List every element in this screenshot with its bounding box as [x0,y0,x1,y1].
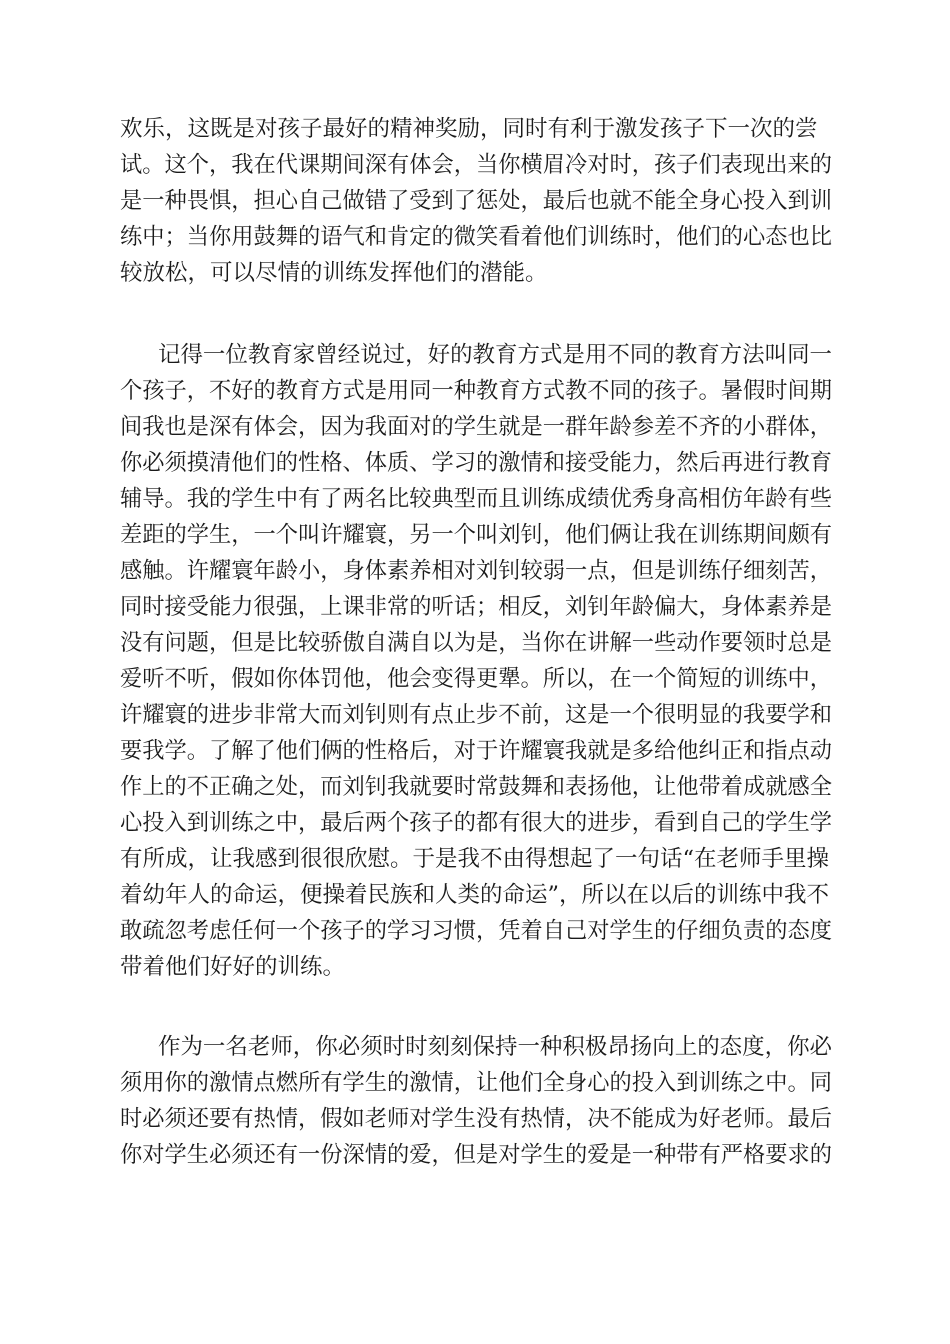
paragraph-2-line-6: 差距的学生，一个叫许耀寰，另一个叫刘钊，他们俩让我在训练期间颇有 [120,522,833,548]
paragraph-3-line-3: 时必须还要有热情，假如老师对学生没有热情，决不能成为好老师。最后 [120,1106,833,1132]
paragraph-2-line-8: 同时接受能力很强，上课非常的听话；相反，刘钊年龄偏大，身体素养是 [120,594,833,620]
paragraph-1-line-4: 练中；当你用鼓舞的语气和肯定的微笑看着他们训练时，他们的心态也比 [120,224,833,250]
paragraph-2-line-4: 你必须摸清他们的性格、体质、学习的激情和接受能力，然后再进行教育 [120,450,833,476]
paragraph-2-line-14: 心投入到训练之中，最后两个孩子的都有很大的进步，看到自己的学生学 [120,810,833,836]
paragraph-3-line-2: 须用你的激情点燃所有学生的激情，让他们全身心的投入到训练之中。同 [120,1070,833,1096]
paragraph-2-line-18: 带着他们好好的训练。 [120,954,346,980]
paragraph-3-line-1: 作为一名老师，你必须时时刻刻保持一种积极昂扬向上的态度，你必 [158,1034,833,1060]
paragraph-2-line-12: 要我学。了解了他们俩的性格后，对于许耀寰我就是多给他纠正和指点动 [120,738,833,764]
paragraph-2-line-1: 记得一位教育家曾经说过，好的教育方式是用不同的教育方法叫同一 [158,342,833,368]
paragraph-2-line-15: 有所成，让我感到很很欣慰。于是我不由得想起了一句话“在老师手里操 [120,846,830,872]
paragraph-1-line-2: 试。这个，我在代课期间深有体会，当你横眉冷对时，孩子们表现出来的 [120,152,833,178]
paragraph-2-line-5: 辅导。我的学生中有了两名比较典型而且训练成绩优秀身高相仿年龄有些 [120,486,833,512]
paragraph-1-line-3: 是一种畏惧，担心自己做错了受到了惩处，最后也就不能全身心投入到训 [120,188,833,214]
paragraph-2-line-13: 作上的不正确之处，而刘钊我就要时常鼓舞和表扬他，让他带着成就感全 [120,774,833,800]
paragraph-2-line-17: 敢疏忽考虑任何一个孩子的学习习惯，凭着自己对学生的仔细负责的态度 [120,918,833,944]
paragraph-2-line-3: 间我也是深有体会，因为我面对的学生就是一群年龄参差不齐的小群体， [120,414,833,440]
paragraph-2-line-7: 感触。许耀寰年龄小，身体素养相对刘钊较弱一点，但是训练仔细刻苦， [120,558,833,584]
paragraph-2-line-10: 爱听不听，假如你体罚他，他会变得更犟。所以，在一个简短的训练中， [120,666,833,692]
paragraph-2-line-2: 个孩子，不好的教育方式是用同一种教育方式教不同的孩子。暑假时间期 [120,378,833,404]
paragraph-2-line-9: 没有问题，但是比较骄傲自满自以为是，当你在讲解一些动作要领时总是 [120,630,833,656]
paragraph-1-line-1: 欢乐，这既是对孩子最好的精神奖励，同时有利于激发孩子下一次的尝 [120,116,818,142]
paragraph-1-line-5: 较放松，可以尽情的训练发挥他们的潜能。 [120,260,548,286]
paragraph-2-line-11: 许耀寰的进步非常大而刘钊则有点止步不前，这是一个很明显的我要学和 [120,702,833,728]
paragraph-2-line-16: 着幼年人的命运，便操着民族和人类的命运”，所以在以后的训练中我不 [120,882,830,908]
paragraph-3-line-4: 你对学生必须还有一份深情的爱，但是对学生的爱是一种带有严格要求的 [120,1142,833,1168]
